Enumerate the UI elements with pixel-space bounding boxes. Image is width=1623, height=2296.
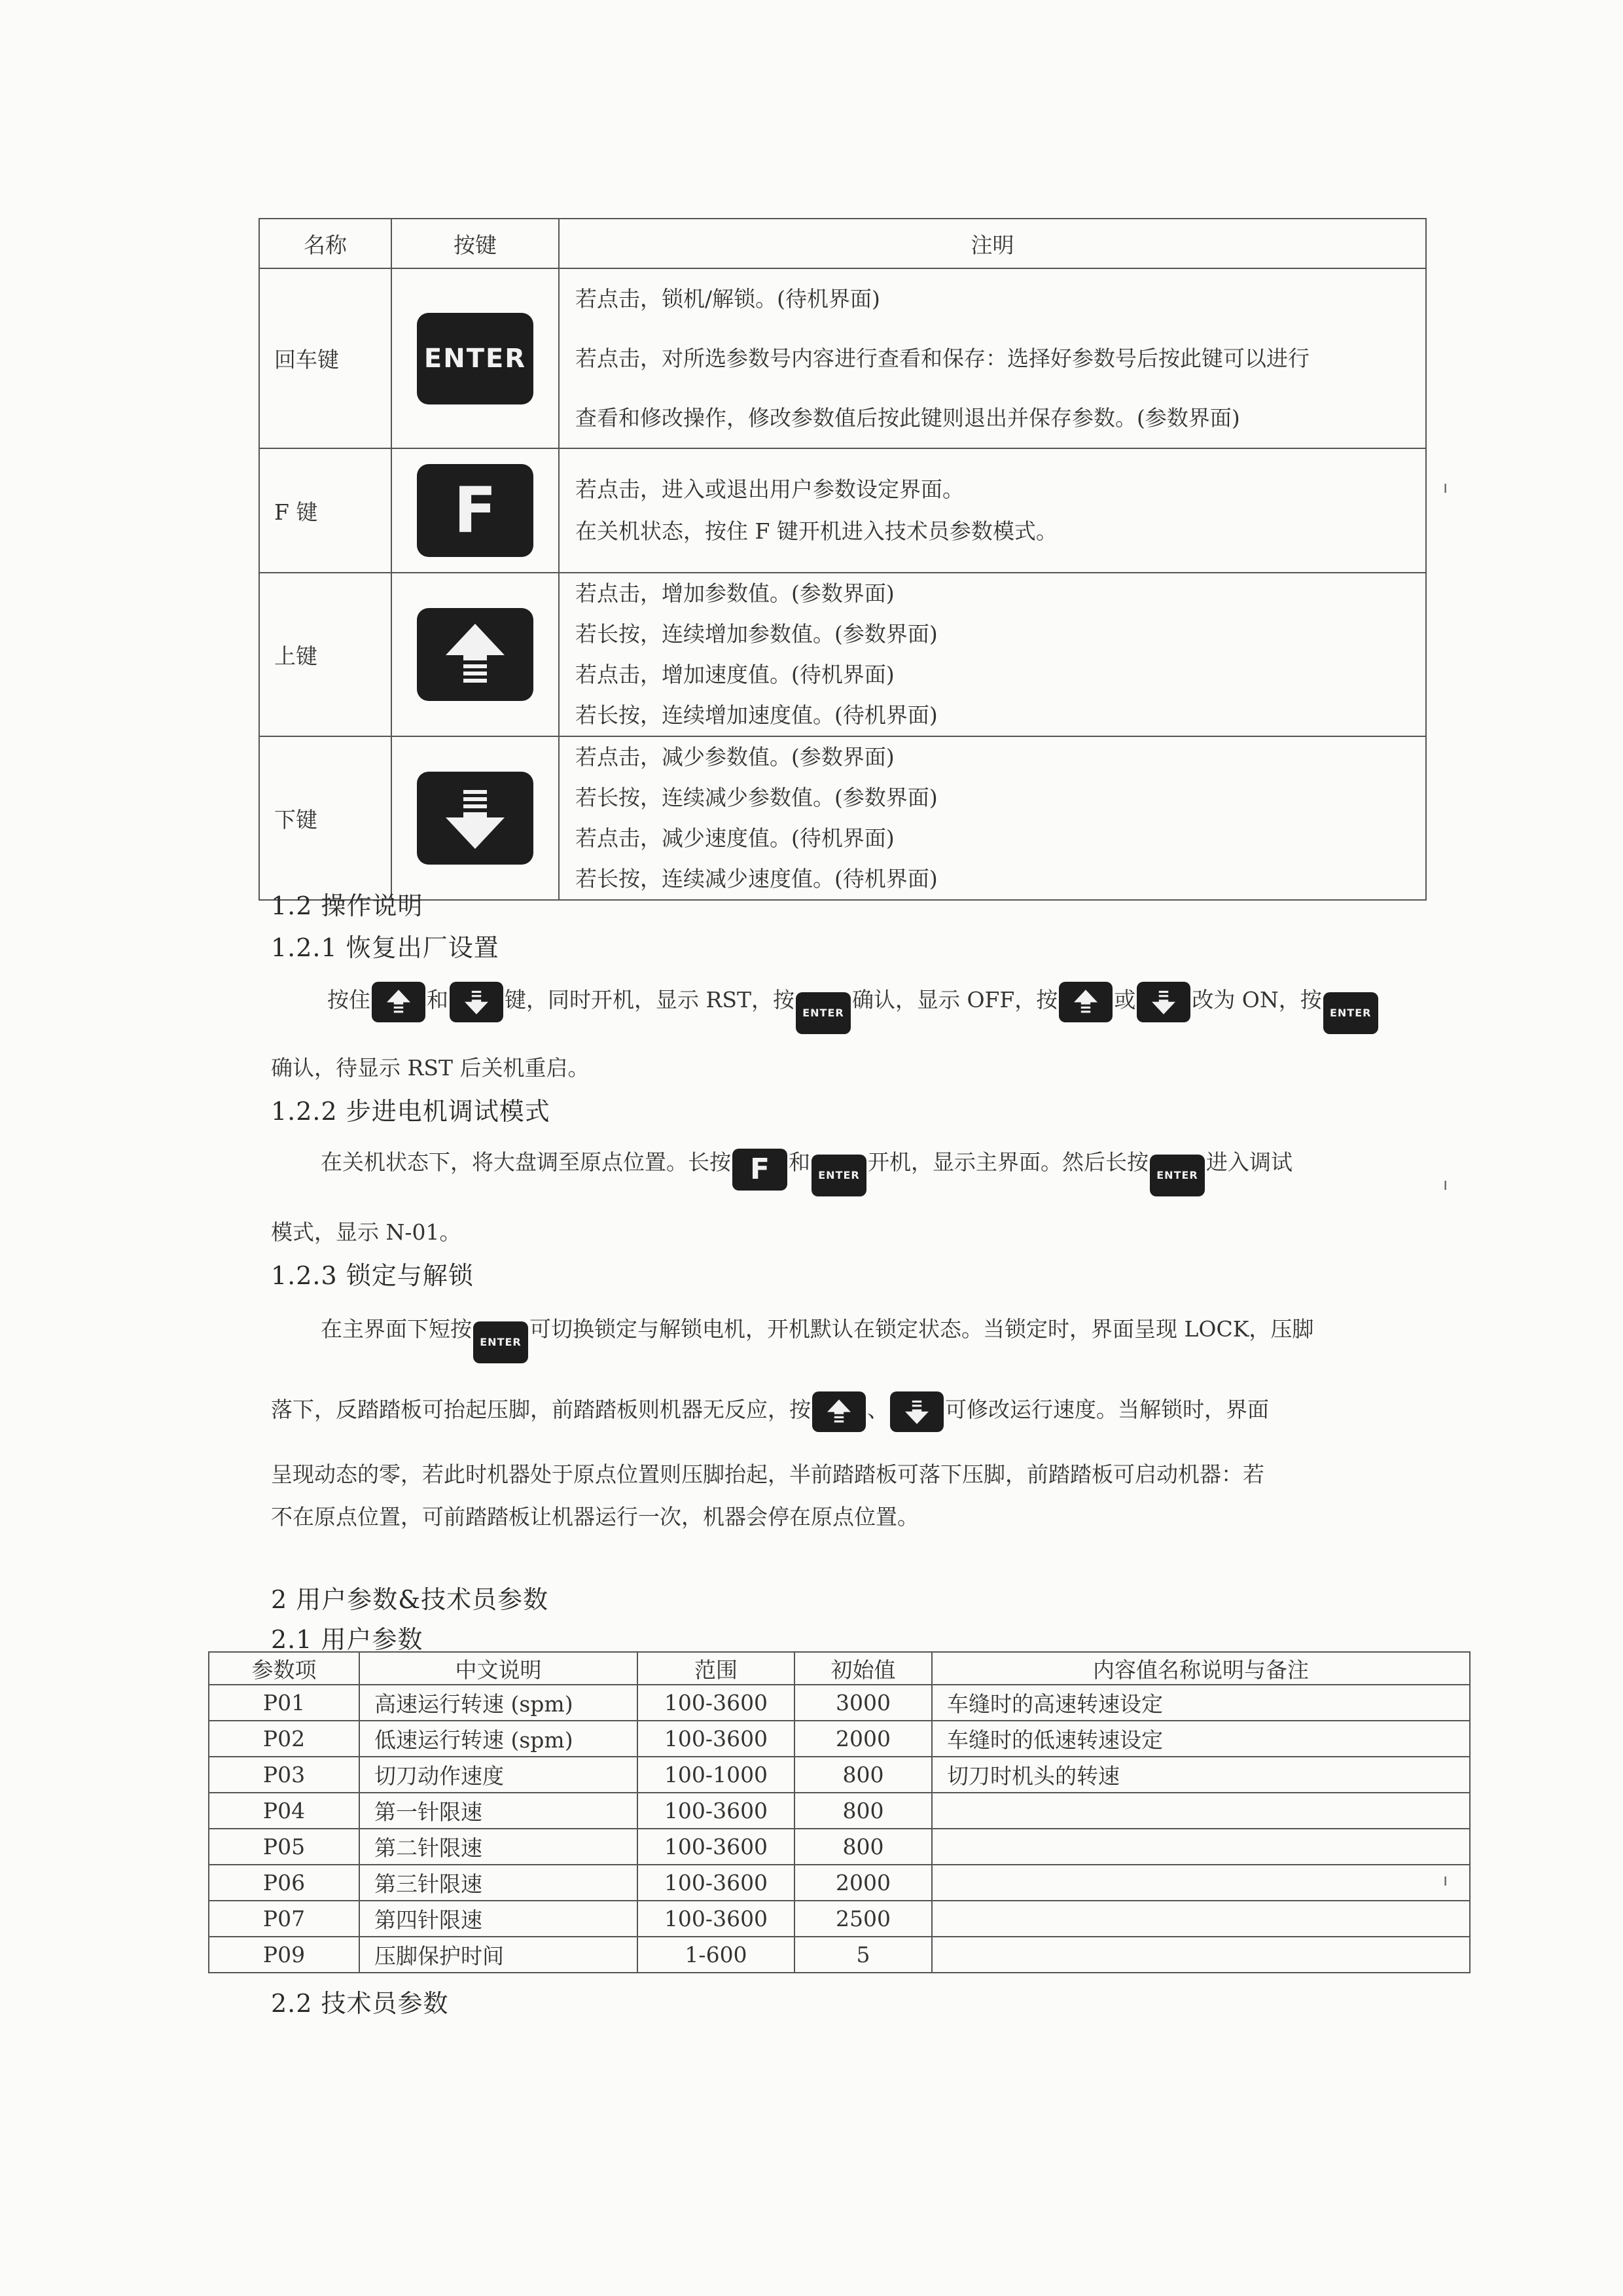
up-arrow-key-icon bbox=[1059, 982, 1113, 1022]
param-header-description: 中文说明 bbox=[359, 1652, 637, 1685]
param-description: 压脚保护时间 bbox=[359, 1937, 637, 1973]
param-description: 高速运行转速 (spm) bbox=[359, 1685, 637, 1721]
note-line: 在关机状态，按住 F 键开机进入技术员参数模式。 bbox=[575, 518, 1058, 544]
param-code: P04 bbox=[209, 1793, 359, 1829]
param-code: P06 bbox=[209, 1865, 359, 1901]
text-run: 进入调试 bbox=[1206, 1149, 1293, 1175]
paragraph-factory-reset bbox=[327, 982, 1380, 1034]
section-heading-2: 2 用户参数&技术员参数 bbox=[271, 1585, 549, 1614]
param-default: 2000 bbox=[794, 1721, 932, 1757]
param-row bbox=[209, 1685, 1470, 1721]
note-line: 若长按，连续减少参数值。(参数界面) bbox=[575, 785, 938, 810]
paragraph-lock-line4: 不在原点位置，可前踏踏板让机器运行一次，机器会停在原点位置。 bbox=[271, 1504, 919, 1530]
text-run: 或 bbox=[1114, 987, 1136, 1013]
header-name: 名称 bbox=[259, 219, 391, 268]
enter-key-icon: ENTER bbox=[796, 992, 851, 1034]
param-range: 100-1000 bbox=[637, 1757, 794, 1793]
param-notes bbox=[932, 1901, 1470, 1937]
note-line: 若点击，增加速度值。(待机界面) bbox=[575, 662, 895, 687]
param-description: 第二针限速 bbox=[359, 1829, 637, 1865]
text-run: 确认，显示 OFF，按 bbox=[851, 987, 1058, 1013]
note-line: 若点击，减少速度值。(待机界面) bbox=[575, 825, 895, 851]
param-default: 3000 bbox=[794, 1685, 932, 1721]
key-name: F 键 bbox=[259, 448, 391, 573]
key-row-enter bbox=[259, 268, 1426, 448]
param-range: 100-3600 bbox=[637, 1793, 794, 1829]
header-note: 注明 bbox=[559, 219, 1426, 268]
param-default: 5 bbox=[794, 1937, 932, 1973]
enter-key-icon: ENTER bbox=[473, 1321, 528, 1363]
param-header-code: 参数项 bbox=[209, 1652, 359, 1685]
param-description: 低速运行转速 (spm) bbox=[359, 1721, 637, 1757]
up-arrow-key-icon bbox=[372, 982, 425, 1022]
text-run: 和 bbox=[789, 1149, 810, 1175]
param-table-header bbox=[209, 1652, 1470, 1685]
param-notes: 车缝时的低速转速设定 bbox=[932, 1721, 1470, 1757]
note-line: 若长按，连续减少速度值。(待机界面) bbox=[575, 866, 938, 891]
paragraph-lock-line3: 呈现动态的零，若此时机器处于原点位置则压脚抬起，半前踏踏板可落下压脚，前踏踏板可启动机器：若 bbox=[271, 1462, 1264, 1487]
enter-key-icon: ENTER bbox=[1323, 992, 1378, 1034]
up-arrow-key-icon bbox=[812, 1391, 866, 1432]
param-row bbox=[209, 1901, 1470, 1937]
key-note bbox=[559, 573, 1426, 736]
param-header-notes: 内容值名称说明与备注 bbox=[932, 1652, 1470, 1685]
key-note bbox=[559, 268, 1426, 448]
enter-key-icon: ENTER bbox=[417, 313, 533, 404]
down-arrow-key-icon bbox=[417, 772, 533, 865]
f-key-icon: F bbox=[732, 1149, 787, 1191]
param-default: 800 bbox=[794, 1757, 932, 1793]
paragraph-lock-line1 bbox=[321, 1312, 1313, 1363]
param-code: P02 bbox=[209, 1721, 359, 1757]
param-notes bbox=[932, 1829, 1470, 1865]
param-row bbox=[209, 1721, 1470, 1757]
key-row-up bbox=[259, 573, 1426, 736]
param-range: 1-600 bbox=[637, 1937, 794, 1973]
text-run: 在关机状态下，将大盘调至原点位置。长按 bbox=[321, 1149, 731, 1175]
param-default: 800 bbox=[794, 1793, 932, 1829]
key-table-header bbox=[259, 219, 1426, 268]
text-run: 开机，显示主界面。然后长按 bbox=[868, 1149, 1149, 1175]
param-range: 100-3600 bbox=[637, 1829, 794, 1865]
note-line: 若点击，对所选参数号内容进行查看和保存：选择好参数号后按此键可以进行 bbox=[575, 346, 1310, 371]
text-run: 在主界面下短按 bbox=[321, 1316, 472, 1342]
f-key-icon: F bbox=[417, 464, 533, 557]
paragraph-lock-line2 bbox=[271, 1391, 1269, 1432]
param-description: 切刀动作速度 bbox=[359, 1757, 637, 1793]
text-run: 可切换锁定与解锁电机，开机默认在锁定状态。当锁定时，界面呈现 LOCK，压脚 bbox=[529, 1316, 1314, 1342]
header-key: 按键 bbox=[391, 219, 559, 268]
param-header-default: 初始值 bbox=[794, 1652, 932, 1685]
scan-speck: ı bbox=[1443, 1871, 1448, 1890]
param-notes: 车缝时的高速转速设定 bbox=[932, 1685, 1470, 1721]
section-heading-1-2-1: 1.2.1 恢复出厂设置 bbox=[271, 933, 499, 962]
param-code: P07 bbox=[209, 1901, 359, 1937]
text-run: 、 bbox=[867, 1397, 889, 1422]
key-row-down bbox=[259, 736, 1426, 900]
paragraph-factory-reset-line2: 确认，待显示 RST 后关机重启。 bbox=[271, 1055, 590, 1081]
param-notes bbox=[932, 1865, 1470, 1901]
note-line: 若点击，增加参数值。(参数界面) bbox=[575, 581, 895, 606]
param-header-range: 范围 bbox=[637, 1652, 794, 1685]
section-heading-1-2-3: 1.2.3 锁定与解锁 bbox=[271, 1261, 474, 1290]
param-range: 100-3600 bbox=[637, 1901, 794, 1937]
param-description: 第四针限速 bbox=[359, 1901, 637, 1937]
param-row bbox=[209, 1865, 1470, 1901]
param-description: 第三针限速 bbox=[359, 1865, 637, 1901]
param-notes bbox=[932, 1793, 1470, 1829]
down-arrow-key-icon bbox=[1137, 982, 1190, 1022]
down-arrow-key-icon bbox=[890, 1391, 944, 1432]
note-line: 若长按，连续增加参数值。(参数界面) bbox=[575, 621, 938, 647]
key-row-f bbox=[259, 448, 1426, 573]
section-heading-2-2: 2.2 技术员参数 bbox=[271, 1989, 449, 2018]
param-table-body bbox=[209, 1685, 1470, 1973]
param-default: 2000 bbox=[794, 1865, 932, 1901]
key-note bbox=[559, 736, 1426, 900]
param-code: P09 bbox=[209, 1937, 359, 1973]
key-note bbox=[559, 448, 1426, 573]
text-run: 可修改运行速度。当解锁时，界面 bbox=[945, 1397, 1269, 1422]
param-range: 100-3600 bbox=[637, 1685, 794, 1721]
param-row bbox=[209, 1793, 1470, 1829]
section-heading-1-2: 1.2 操作说明 bbox=[271, 891, 423, 920]
text-run: 改为 ON，按 bbox=[1192, 987, 1322, 1013]
section-heading-2-1: 2.1 用户参数 bbox=[271, 1625, 423, 1654]
key-table bbox=[259, 218, 1427, 901]
param-range: 100-3600 bbox=[637, 1865, 794, 1901]
text-run: 落下，反踏踏板可抬起压脚，前踏踏板则机器无反应，按 bbox=[271, 1397, 811, 1422]
note-line: 若点击，锁机/解锁。(待机界面) bbox=[575, 286, 880, 312]
note-line: 查看和修改操作，修改参数值后按此键则退出并保存参数。(参数界面) bbox=[575, 405, 1240, 431]
param-notes: 切刀时机头的转速 bbox=[932, 1757, 1470, 1793]
param-row bbox=[209, 1829, 1470, 1865]
key-name: 下键 bbox=[259, 736, 391, 900]
param-row bbox=[209, 1757, 1470, 1793]
text-run: 键，同时开机，显示 RST，按 bbox=[505, 987, 794, 1013]
scan-speck: ı bbox=[1443, 478, 1448, 497]
text-run: 按住 bbox=[327, 987, 370, 1013]
scan-speck: ı bbox=[1443, 1175, 1448, 1194]
note-line: 若长按，连续增加速度值。(待机界面) bbox=[575, 702, 938, 728]
enter-key-icon: ENTER bbox=[1150, 1155, 1205, 1196]
param-range: 100-3600 bbox=[637, 1721, 794, 1757]
param-row bbox=[209, 1937, 1470, 1973]
down-arrow-key-icon bbox=[450, 982, 503, 1022]
param-default: 2500 bbox=[794, 1901, 932, 1937]
enter-key-icon: ENTER bbox=[812, 1155, 866, 1196]
key-name: 上键 bbox=[259, 573, 391, 736]
section-heading-1-2-2: 1.2.2 步进电机调试模式 bbox=[271, 1097, 550, 1126]
key-name: 回车键 bbox=[259, 268, 391, 448]
param-code: P05 bbox=[209, 1829, 359, 1865]
paragraph-stepper-debug bbox=[321, 1145, 1293, 1196]
param-code: P03 bbox=[209, 1757, 359, 1793]
user-parameter-table bbox=[208, 1651, 1471, 1973]
param-code: P01 bbox=[209, 1685, 359, 1721]
param-notes bbox=[932, 1937, 1470, 1973]
paragraph-stepper-debug-line2: 模式，显示 N-01。 bbox=[271, 1219, 461, 1245]
note-line: 若点击，进入或退出用户参数设定界面。 bbox=[575, 476, 964, 502]
note-line: 若点击，减少参数值。(参数界面) bbox=[575, 744, 895, 770]
param-default: 800 bbox=[794, 1829, 932, 1865]
param-description: 第一针限速 bbox=[359, 1793, 637, 1829]
text-run: 和 bbox=[427, 987, 448, 1013]
up-arrow-key-icon bbox=[417, 608, 533, 701]
